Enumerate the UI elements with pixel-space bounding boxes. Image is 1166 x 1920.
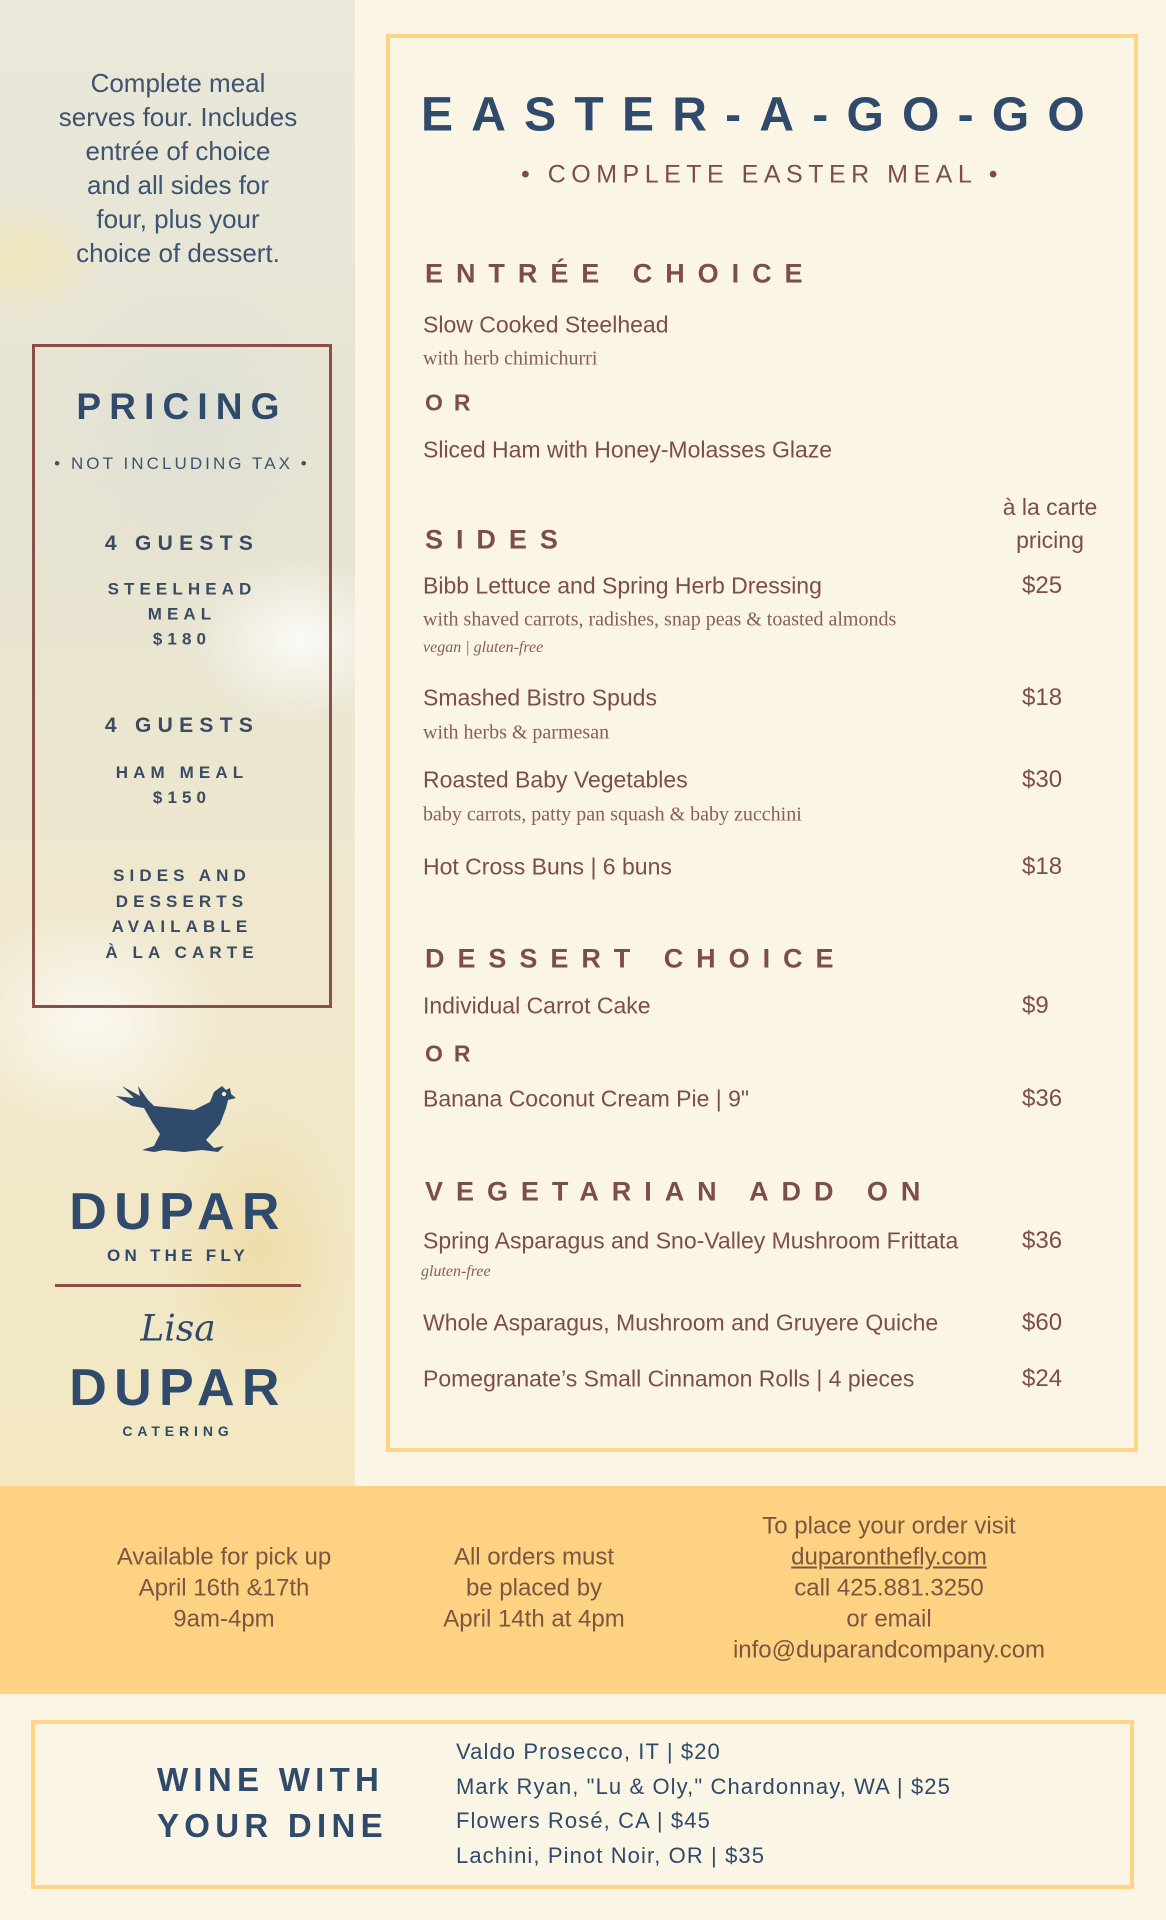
info-line: To place your order visit [762,1512,1016,1540]
email-address: info@duparandcompany.com [732,1636,1046,1664]
catering-tagline: CATERING [122,1423,234,1439]
guests-label: 4 GUESTS [104,714,260,737]
info-line: Available for pick up [116,1543,332,1571]
pricing-subtitle: • NOT INCLUDING TAX • [54,454,310,473]
note-line: SIDES AND [113,866,251,885]
item-price: $9 [1022,992,1049,1019]
order-info [733,1511,1045,1666]
phone-number: call 425.881.3250 [794,1574,984,1602]
item-price: $30 [1022,766,1063,793]
item-price: $36 [1022,1085,1063,1112]
guests-label: 4 GUESTS [104,532,260,555]
or-divider: OR [425,389,482,416]
wine-heading [157,1757,388,1849]
intro-line: Complete meal [90,68,266,98]
item-price: $18 [1022,684,1063,711]
info-line: April 16th &17th [138,1574,310,1602]
website-link[interactable]: duparonthefly.com [791,1543,987,1571]
item-price: $18 [1022,853,1063,880]
or-divider: OR [425,1040,482,1067]
item-price: $60 [1022,1309,1063,1336]
item-description: with herbs & parmesan [423,721,610,744]
item-description: baby carrots, patty pan squash & baby zucchini [423,803,802,826]
menu-item: Slow Cooked Steelhead [423,311,669,338]
item-price: $25 [1022,572,1063,599]
wine-list [456,1735,951,1873]
item-description: with herb chimichurri [423,347,598,370]
intro-line: four, plus your [96,204,260,234]
wine-item: Valdo Prosecco, IT | $20 [456,1739,721,1764]
menu-item: Smashed Bistro Spuds [423,684,657,711]
dessert-heading: DESSERT CHOICE [425,943,847,974]
entree-heading: ENTRÉE CHOICE [425,258,816,289]
meal-name: HAM MEAL [115,763,249,782]
intro-line: choice of dessert. [76,238,280,268]
item-price: $24 [1022,1365,1063,1392]
dietary-note: vegan | gluten-free [423,639,544,656]
menu-subtitle: • COMPLETE EASTER MEAL • [521,160,1003,189]
dupar-on-the-fly-logo: DUPAR [69,1183,287,1241]
menu-item: Banana Coconut Cream Pie | 9" [423,1085,750,1112]
item-description: with shaved carrots, radishes, snap peas & toasted almonds [423,608,897,631]
menu-item: Hot Cross Buns | 6 buns [423,853,672,880]
a-la-carte-header [1003,491,1098,557]
info-line: April 14th at 4pm [443,1605,625,1633]
chicken-logo-icon [114,1084,242,1160]
price-header-line: pricing [1016,527,1084,553]
menu-item: Whole Asparagus, Mushroom and Gruyere Quiche [423,1309,939,1336]
menu-item: Bibb Lettuce and Spring Herb Dressing [423,572,822,599]
sidebar [0,0,355,1486]
logo-tagline: ON THE FLY [107,1246,249,1265]
lisa-dupar-logo: DUPAR [69,1359,287,1417]
intro-line: and all sides for [86,170,270,200]
ham-meal-price [116,760,248,810]
wine-heading-line: WINE WITH [157,1761,385,1798]
intro-line: entrée of choice [85,136,271,166]
pickup-info [117,1542,331,1635]
menu-title: EASTER-A-GO-GO [420,88,1104,142]
deadline-info [443,1542,624,1635]
meal-price: $180 [152,629,212,649]
wine-item: Mark Ryan, "Lu & Oly," Chardonnay, WA | $25 [456,1773,951,1799]
meal-price: $150 [152,788,212,807]
info-line: 9am-4pm [173,1605,275,1633]
menu-item: Spring Asparagus and Sno-Valley Mushroom Frittata [423,1227,959,1254]
menu-item: Sliced Ham with Honey-Molasses Glaze [423,436,833,463]
menu-item: Roasted Baby Vegetables [423,766,688,793]
wine-item: Lachini, Pinot Noir, OR | $35 [456,1842,766,1868]
a-la-carte-note [105,863,258,965]
logo-divider [55,1284,301,1287]
lisa-script-logo: Lisa [140,1308,216,1350]
note-line: À LA CARTE [105,942,259,962]
wine-heading-line: YOUR DINE [157,1807,388,1844]
note-line: AVAILABLE [111,917,253,936]
info-line: be placed by [465,1574,603,1602]
meal-name: MEAL [147,604,217,624]
menu-item: Individual Carrot Cake [423,992,651,1019]
sides-heading: SIDES [425,524,571,555]
menu-item: Pomegranate’s Small Cinnamon Rolls | 4 pieces [423,1365,915,1392]
info-line: or email [846,1605,932,1633]
pricing-title: PRICING [76,386,288,427]
info-line: All orders must [453,1543,615,1571]
note-line: DESSERTS [115,891,249,911]
vegetarian-heading: VEGETARIAN ADD ON [425,1176,934,1207]
wine-item: Flowers Rosé, CA | $45 [456,1808,711,1833]
steelhead-meal-price [108,577,257,652]
meal-name: STEELHEAD [107,579,257,599]
item-price: $36 [1022,1227,1063,1254]
intro-text [59,66,297,270]
price-header-line: à la carte [1002,494,1098,520]
dietary-note: gluten-free [421,1263,491,1280]
intro-line: serves four. Includes [58,102,298,132]
